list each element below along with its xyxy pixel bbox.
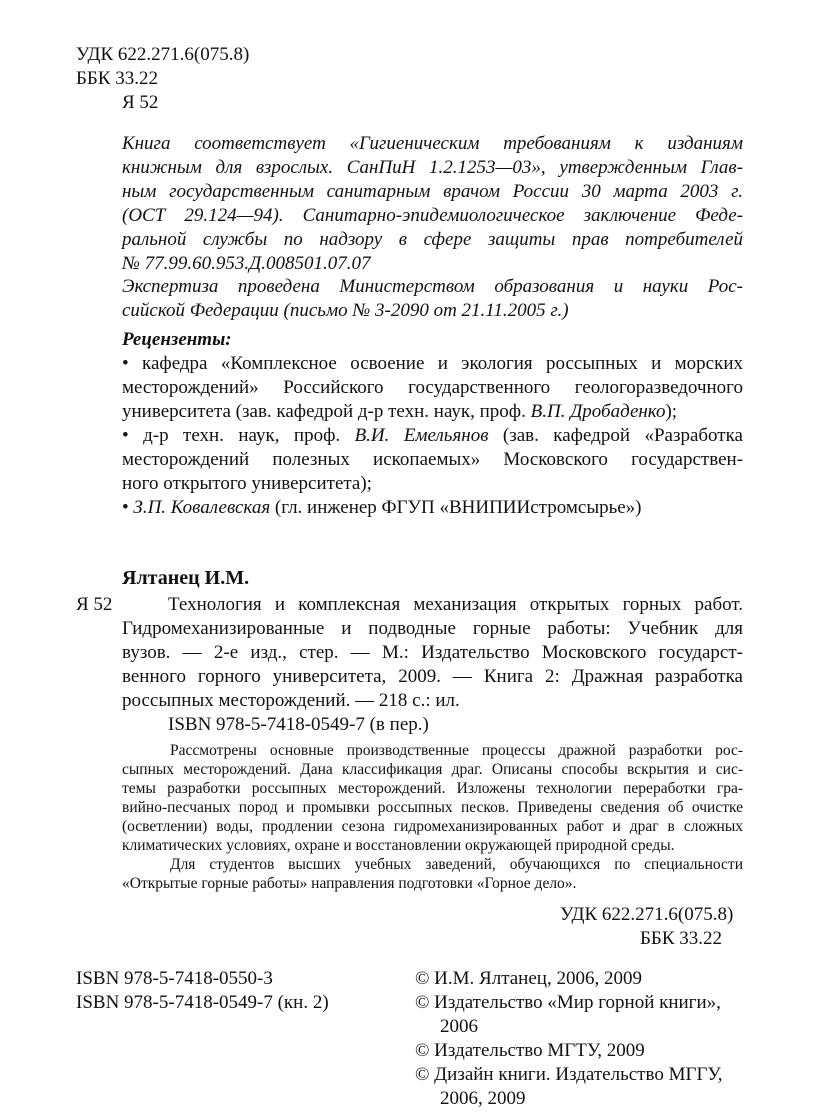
reviewer-text: •	[122, 497, 134, 518]
abstract-line: темы разработки россыпных месторождений. Изложены технологии переработки гра-	[122, 780, 743, 797]
footer-bbk: ББК 33.22	[640, 928, 722, 949]
catalog-code: Я 52	[76, 594, 113, 615]
udk-code: УДК 622.271.6(075.8)	[76, 44, 250, 65]
notice-line: ным государственным санитарным врачом России 30 марта 2003 г.	[122, 181, 743, 202]
reviewer-line	[122, 401, 677, 422]
reviewer-line: месторождений» Российского государственного геологоразведочного	[122, 377, 743, 398]
abstract-line: Рассмотрены основные производственные процессы дражной разработки рос-	[170, 742, 743, 759]
catalog-line: россыпных месторождений. — 218 с.: ил.	[122, 690, 460, 711]
catalog-line: Гидромеханизированные и подводные горные работы: Учебник для	[122, 618, 743, 639]
footer-udk: УДК 622.271.6(075.8)	[560, 904, 734, 925]
author-sign-code: Я 52	[122, 92, 159, 113]
reviewer-line: месторождений полезных ископаемых» Московского государствен-	[122, 449, 743, 470]
catalog-line: Технология и комплексная механизация открытых горных работ.	[168, 594, 743, 615]
reviewer-line	[122, 425, 743, 446]
reviewer-text: );	[665, 401, 678, 422]
audience-line: «Открытые горные работы» направления подготовки «Горное дело».	[122, 875, 577, 892]
reviewer-text: (зав. кафедрой «Разработка	[488, 425, 743, 446]
catalog-line: вузов. — 2-е изд., стер. — М.: Издательство Московского государст-	[122, 642, 743, 663]
catalog-author: Ялтанец И.М.	[122, 567, 250, 589]
notice-line: книжным для взрослых. СанПиН 1.2.1253—03», утвержденным Глав-	[122, 157, 743, 178]
catalog-isbn: ISBN 978-5-7418-0549-7 (в пер.)	[168, 714, 429, 735]
reviewers-heading: Рецензенты:	[122, 329, 232, 350]
catalog-line: венного горного университета, 2009. — Книга 2: Дражная разработка	[122, 666, 743, 687]
copyright-publisher-1-year: 2006	[440, 1016, 478, 1037]
abstract-line: сыпных месторождений. Дана классификация драг. Описаны способы вскрытия и сис-	[122, 761, 743, 778]
copyright-design: © Дизайн книги. Издательство МГГУ,	[415, 1064, 723, 1085]
abstract-line: климатических условиях, охране и восстановлении окружающей природной среды.	[122, 837, 675, 854]
isbn-book: ISBN 978-5-7418-0549-7 (кн. 2)	[76, 992, 329, 1013]
isbn-set: ISBN 978-5-7418-0550-3	[76, 968, 273, 989]
abstract-line: (осветлении) воды, продлении сезона гидромеханизированных работ и драг в сложных	[122, 818, 743, 835]
expertise-line: Экспертиза проведена Министерством образования и науки Рос-	[122, 276, 743, 297]
reviewer-name: В.П. Дробаденко	[530, 401, 666, 422]
copyright-publisher-1: © Издательство «Мир горной книги»,	[415, 992, 721, 1013]
copyright-design-years: 2006, 2009	[440, 1088, 526, 1109]
notice-line: Книга соответствует «Гигиеническим требованиям к изданиям	[122, 133, 743, 154]
notice-line: ральной службы по надзору в сфере защиты прав потребителей	[122, 229, 743, 250]
copyright-publisher-2: © Издательство МГТУ, 2009	[415, 1040, 645, 1061]
abstract-line: вийно-песчаных пород и промывки россыпных песков. Приведены сведения об очистке	[122, 799, 743, 816]
reviewer-text: (гл. инженер ФГУП «ВНИПИИстромсырье»)	[270, 497, 642, 518]
copyright-author: © И.М. Ялтанец, 2006, 2009	[415, 968, 642, 989]
expertise-line: сийской Федерации (письмо № 3-2090 от 21.11.2005 г.)	[122, 300, 569, 321]
notice-line: (ОСТ 29.124—94). Санитарно-эпидемиологическое заключение Феде-	[122, 205, 743, 226]
bbk-code: ББК 33.22	[76, 68, 158, 89]
reviewer-name: В.И. Емельянов	[354, 425, 489, 446]
reviewer-name: З.П. Ковалевская	[133, 497, 271, 518]
reviewer-text: • д-р техн. наук, проф.	[122, 425, 355, 446]
reviewer-line: ного открытого университета);	[122, 473, 372, 494]
notice-line: № 77.99.60.953.Д.008501.07.07	[122, 253, 371, 274]
reviewer-line: • кафедра «Комплексное освоение и экология россыпных и морских	[122, 353, 743, 374]
audience-line: Для студентов высших учебных заведений, обучающихся по специальности	[170, 856, 743, 873]
reviewer-line	[122, 497, 642, 518]
reviewer-text: университета (зав. кафедрой д-р техн. наук, проф.	[122, 401, 531, 422]
